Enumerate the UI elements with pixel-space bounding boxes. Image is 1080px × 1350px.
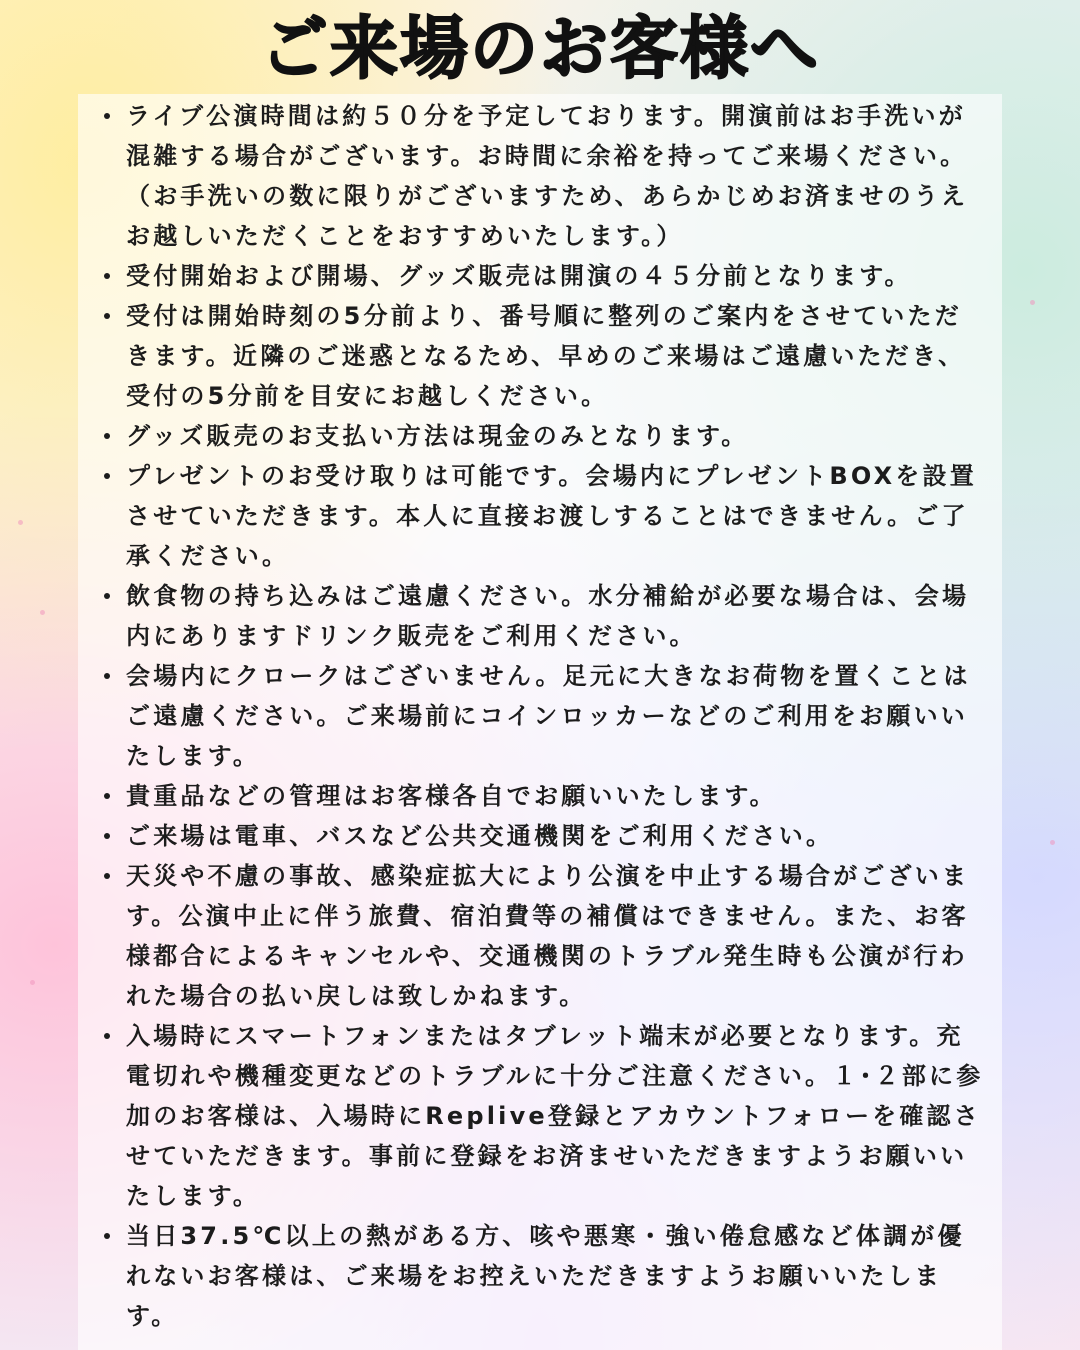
bullet-icon	[104, 593, 110, 599]
bullet-icon	[104, 433, 110, 439]
bullet-icon	[104, 313, 110, 319]
bullet-icon	[104, 273, 110, 279]
notice-item-10	[100, 856, 984, 1016]
notice-list	[100, 96, 984, 1336]
decorative-speck	[1030, 300, 1035, 305]
bullet-icon	[104, 473, 110, 479]
bullet-icon	[104, 1233, 110, 1239]
bullet-icon	[104, 873, 110, 879]
bullet-icon	[104, 833, 110, 839]
decorative-speck	[40, 610, 45, 615]
notice-item-3	[100, 296, 984, 416]
notice-text: グッズ販売のお支払い方法は現金のみとなります。	[126, 422, 749, 450]
notice-item-8	[100, 776, 984, 816]
notice-item-11	[100, 1016, 984, 1216]
notice-text: 受付開始および開場、グッズ販売は開演の４５分前となります。	[126, 262, 912, 290]
notice-text: ライブ公演時間は約５０分を予定しております。開演前はお手洗いが混雑する場合がございます。お時間に余裕を持ってご来場ください。（お手洗いの数に限りがございますため、あらかじめお済ませのうえお越しいただくことをおすすめいたします。）	[126, 102, 969, 250]
notice-item-1	[100, 96, 984, 256]
notice-item-7	[100, 656, 984, 776]
notice-text: 当日37.5℃以上の熱がある方、咳や悪寒・強い倦怠感など体調が優れないお客様は、ご来場をお控えいただきますようお願いいたします。	[126, 1222, 965, 1330]
notice-text: 会場内にクロークはございません。足元に大きなお荷物を置くことはご遠慮ください。ご来場前にコインロッカーなどのご利用をお願いいたします。	[126, 662, 971, 770]
bullet-icon	[104, 673, 110, 679]
notice-item-12	[100, 1216, 984, 1336]
notice-panel	[78, 94, 1002, 1350]
decorative-speck	[30, 980, 35, 985]
notice-text: 受付は開始時刻の5分前より、番号順に整列のご案内をさせていただきます。近隣のご迷惑となるため、早めのご来場はご遠慮いただき、受付の5分前を目安にお越しください。	[126, 302, 966, 410]
notice-item-4	[100, 416, 984, 456]
decorative-speck	[18, 520, 23, 525]
bullet-icon	[104, 793, 110, 799]
notice-text: 貴重品などの管理はお客様各自でお願いいたします。	[126, 782, 777, 810]
notice-text: ご来場は電車、バスなど公共交通機関をご利用ください。	[126, 822, 834, 850]
notice-text: 入場時にスマートフォンまたはタブレット端末が必要となります。充電切れや機種変更などのトラブルに十分ご注意ください。１･２部に参加のお客様は、入場時にReplive登録とアカウントフォローを確認させていただきます。事前に登録をお済ませいただきますようお願いいたします。	[126, 1022, 984, 1210]
decorative-speck	[1050, 840, 1055, 845]
page-title: ご来場のお客様へ	[259, 10, 820, 89]
bullet-icon	[104, 1033, 110, 1039]
notice-item-6	[100, 576, 984, 656]
notice-item-2	[100, 256, 984, 296]
notice-text: 天災や不慮の事故、感染症拡大により公演を中止する場合がございます。公演中止に伴う旅費、宿泊費等の補償はできません。また、お客様都合によるキャンセルや、交通機関のトラブル発生時も公演が行われた場合の払い戻しは致しかねます。	[126, 862, 970, 1010]
bullet-icon	[104, 113, 110, 119]
notice-item-5	[100, 456, 984, 576]
notice-text: 飲食物の持ち込みはご遠慮ください。水分補給が必要な場合は、会場内にありますドリンク販売をご利用ください。	[126, 582, 970, 650]
notice-text: プレゼントのお受け取りは可能です。会場内にプレゼントBOXを設置させていただきます。本人に直接お渡しすることはできません。ご了承ください。	[126, 462, 977, 570]
notice-item-9	[100, 816, 984, 856]
